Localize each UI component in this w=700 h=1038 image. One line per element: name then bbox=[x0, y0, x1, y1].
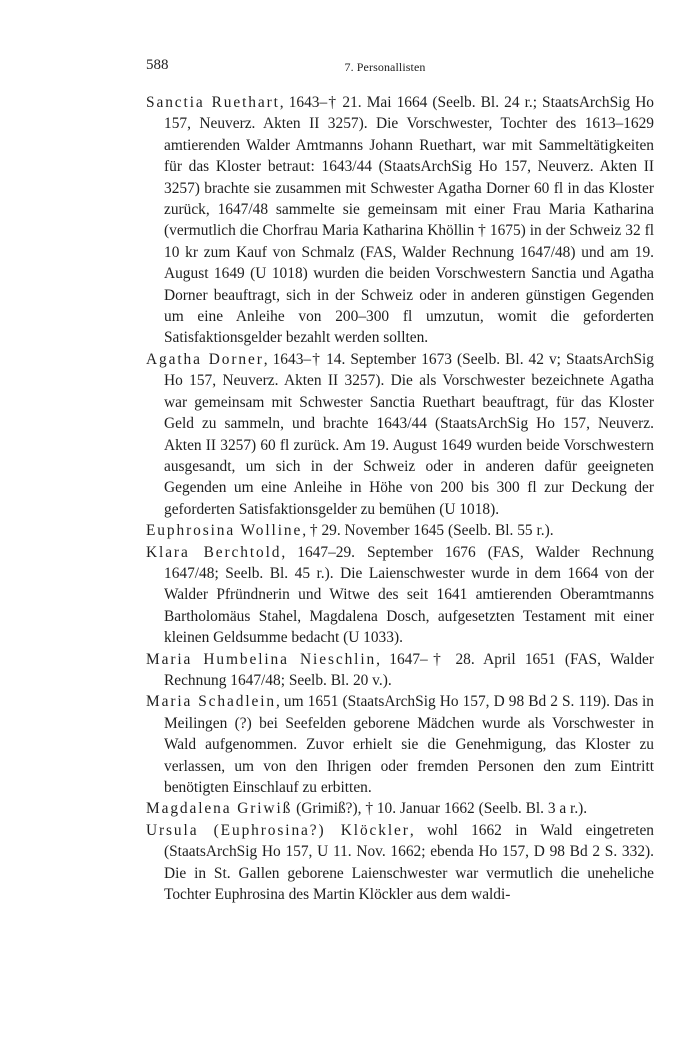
entry-text: , 1647–29. September 1676 (FAS, Walder Rechnung 1647/48; Seelb. Bl. 45 r.). Die Laienschwester wurde in dem 1664 von der Walder Pfründnerin und Witwe des seit 1641 amtierenden Oberamtmanns Bartholomäus Stahel, Magdalena Dosch, aufgesetzten Testament mit einer kleinen Geldsumme bedacht (U 1033). bbox=[164, 543, 654, 647]
entry-name: Maria Humbelina Nieschlin bbox=[146, 650, 377, 668]
list-entry bbox=[146, 691, 654, 798]
list-entry bbox=[146, 349, 654, 520]
entry-text: (Grimiß?), † 10. Januar 1662 (Seelb. Bl. 3 a r.). bbox=[292, 800, 588, 818]
entry-name: Euphrosina Wolline bbox=[146, 522, 303, 540]
entry-name: Sanctia Ruethart bbox=[146, 94, 280, 111]
list-entry bbox=[146, 92, 654, 349]
list-entry bbox=[146, 649, 654, 692]
list-entry bbox=[146, 820, 654, 906]
entry-text: , † 29. November 1645 (Seelb. Bl. 55 r.). bbox=[302, 522, 554, 540]
running-head: 7. Personallisten bbox=[344, 60, 426, 74]
entry-text: , wohl 1662 in Wald eingetreten (StaatsArchSig Ho 157, U 11. Nov. 1662; ebenda Ho 157, D 98 Bd 2 S. 332). Die in St. Gallen geborene Laienschwester war vermutlich die uneheliche Tochter Euphrosina des Martin Klöckler aus dem waldi- bbox=[164, 821, 654, 904]
entry-name: Klara Berchtold bbox=[146, 543, 282, 561]
entry-name: Maria Schadlein bbox=[146, 693, 276, 711]
entry-text: , 1647–† 28. April 1651 (FAS, Walder Rechnung 1647/48; Seelb. Bl. 20 v.). bbox=[164, 650, 654, 689]
entry-text: , 1643–† 21. Mai 1664 (Seelb. Bl. 24 r.; StaatsArchSig Ho 157, Neuverz. Akten II 3257). Die Vorschwester, Tochter des 1613–1629 amtierenden Walder Amtmanns Johann Ruethart, war mit Sammeltätigkeiten für das Kloster betraut: 1643/44 (StaatsArchSig Ho 157, Neuverz. Akten II 3257) brachte sie zusammen mit Schwester Agatha Dorner 60 fl in das Kloster zurück, 1647/48 sammelte sie gemeinsam mit einer Frau Maria Katharina (vermutlich die Chorfrau Maria Katharina Khöllin † 1675) in der Schweiz 32 fl 10 kr zum Kauf von Schmalz (FAS, Walder Rechnung 1647/48) und am 19. August 1649 (U 1018) wurden die beiden Vorschwestern Sanctia und Agatha Dorner beauftragt, sich in der Schweiz oder in anderen günstigen Gegenden um eine Anleihe von 200–300 fl umzutun, womit die geforderten Satisfaktionsgelder bezahlt werden sollten. bbox=[164, 94, 655, 347]
list-entry bbox=[146, 542, 654, 649]
entry-name: Agatha Dorner bbox=[146, 350, 264, 368]
list-entry bbox=[146, 520, 654, 541]
entry-text: , um 1651 (StaatsArchSig Ho 157, D 98 Bd 2 S. 119). Das in Meilingen (?) bei Seefelden geborene Mädchen wurde als Vorschwester in Wald aufgenommen. Zuvor erhielt sie die Genehmigung, das Kloster zu verlassen, um von den Ihrigen oder fremden Personen den zum Eintritt benötigten Einschlauf zu erbitten. bbox=[164, 693, 654, 796]
page-number: 588 bbox=[146, 57, 169, 73]
personnel-list bbox=[146, 92, 654, 905]
entry-name: Ursula (Euphrosina?) Klöckler bbox=[146, 821, 410, 839]
entry-name: Magdalena Griwiß bbox=[146, 800, 293, 818]
entry-text: , 1643–† 14. September 1673 (Seelb. Bl. 42 v; StaatsArchSig Ho 157, Neuverz. Akten II 3257). Die als Vorschwester bezeichnete Agatha war gemeinsam mit Schwester Sanctia Ruethart beauftragt, für das Kloster Geld zu sammeln, und brachte 1643/44 (StaatsArchSig Ho 157, Neuverz. Akten II 3257) 60 fl zurück. Am 19. August 1649 wurden beide Vorschwestern ausgesandt, um sich in der Schweiz oder in anderen dafür geeigneten Gegenden um eine Anleihe in Höhe von 200 bis 300 fl zur Deckung der geforderten Satisfaktionsgelder zu bemühen (U 1018). bbox=[164, 350, 655, 518]
list-entry bbox=[146, 798, 654, 819]
